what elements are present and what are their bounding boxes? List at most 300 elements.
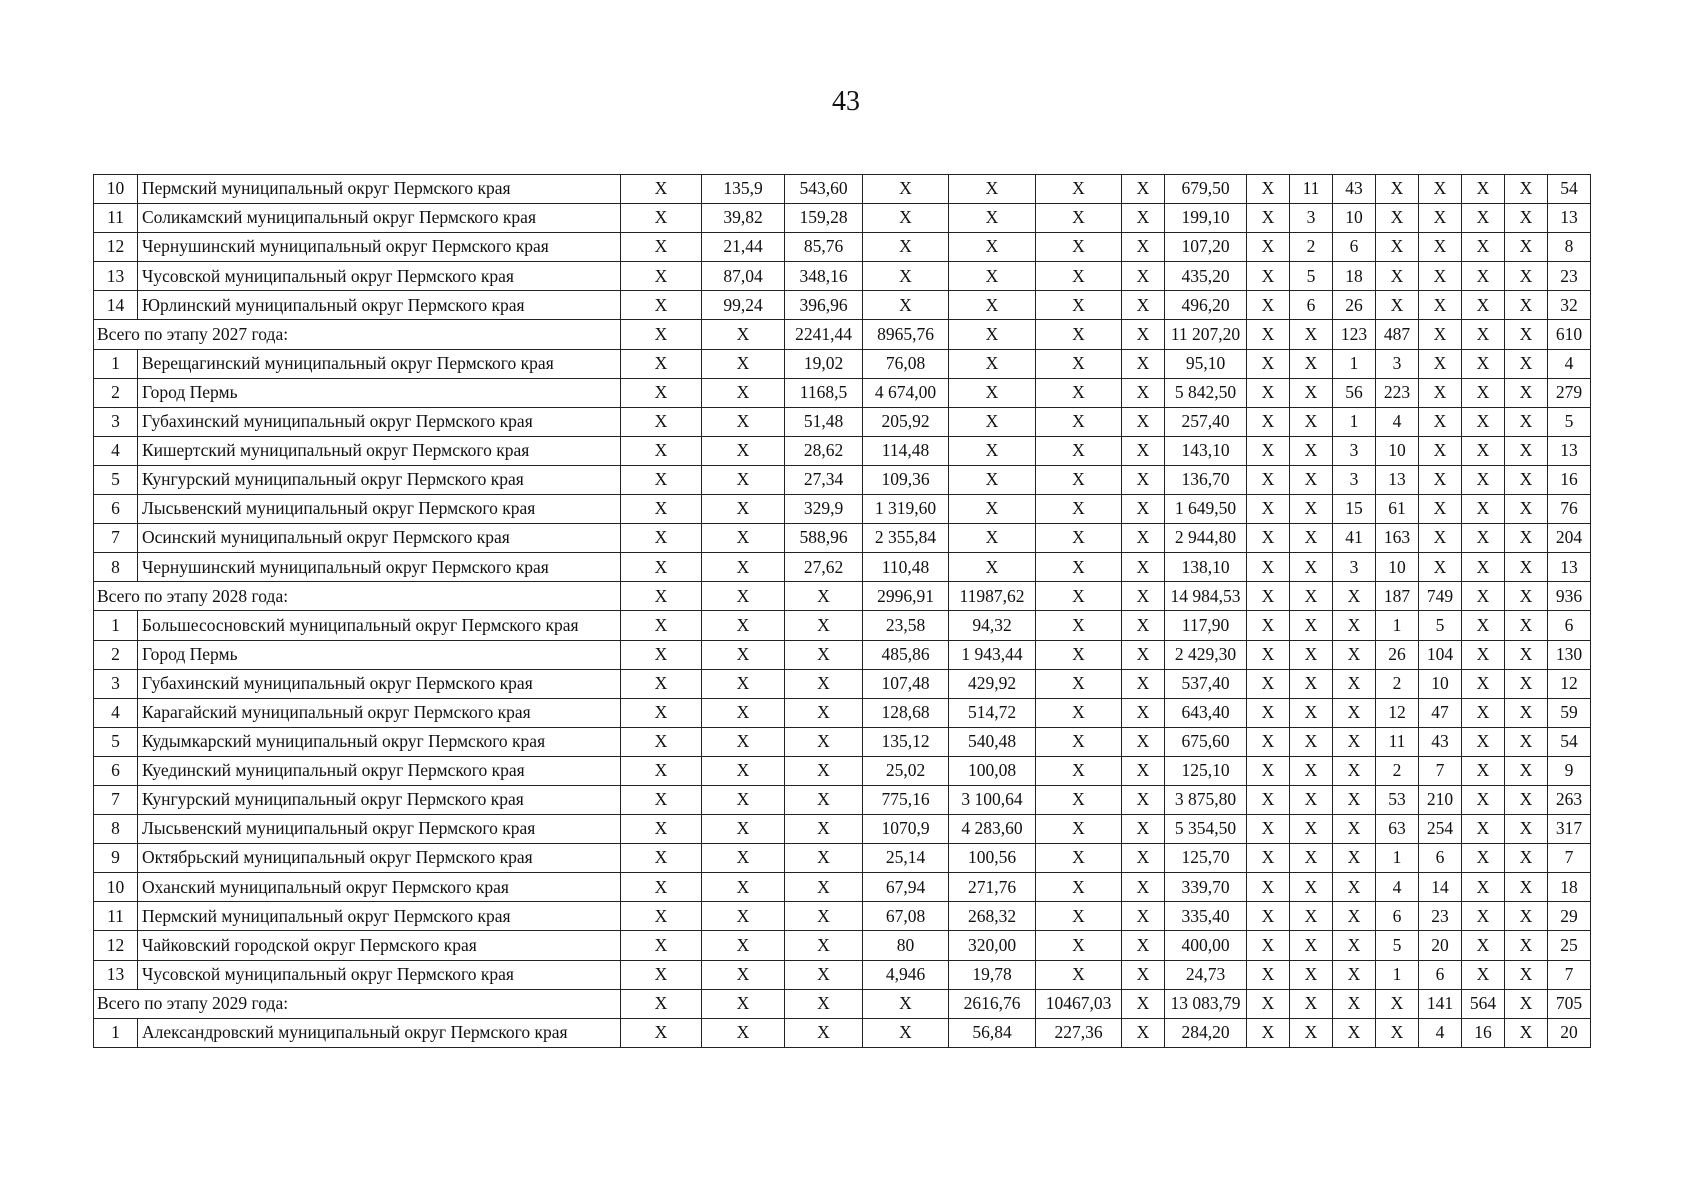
table-cell: X (702, 785, 785, 814)
table-total-row (94, 989, 1687, 1018)
table-cell: X (702, 989, 785, 1018)
table-cell: 2241,44 (785, 320, 863, 349)
table-row (94, 436, 1687, 465)
table-cell: X (1247, 175, 1290, 204)
municipality-name: Верещагинский муниципальный округ Пермского края (138, 349, 621, 378)
municipality-name: Оханский муниципальный округ Пермского края (138, 873, 621, 902)
table-row (94, 611, 1687, 640)
table-cell: 1 319,60 (863, 495, 949, 524)
table-cell: 23 (1548, 262, 1591, 291)
table-cell: X (1290, 378, 1333, 407)
table-cell: 5 (1376, 931, 1419, 960)
table-cell: 125,10 (1165, 756, 1247, 785)
table-cell: X (1122, 815, 1165, 844)
table-cell: X (863, 233, 949, 262)
table-cell: 279 (1548, 378, 1591, 407)
table-cell: X (1505, 844, 1548, 873)
table-cell: X (702, 349, 785, 378)
table-cell: X (1505, 727, 1548, 756)
table-cell: X (1419, 320, 1462, 349)
table-row (94, 378, 1687, 407)
table-cell: X (1462, 669, 1505, 698)
table-cell: 107,48 (863, 669, 949, 698)
table-cell: 5 (1548, 407, 1591, 436)
table-cell: 705 (1548, 989, 1591, 1018)
table-cell: X (621, 204, 702, 233)
table-cell: 317 (1548, 815, 1591, 844)
table-cell: X (621, 349, 702, 378)
table-cell: X (1462, 960, 1505, 989)
table-cell: X (1333, 698, 1376, 727)
table-cell: X (1505, 669, 1548, 698)
table-cell: X (702, 698, 785, 727)
row-number: 4 (94, 436, 138, 465)
table-cell: X (1290, 320, 1333, 349)
table-cell: X (785, 756, 863, 785)
table-cell: 85,76 (785, 233, 863, 262)
municipality-name: Кудымкарский муниципальный округ Пермского края (138, 727, 621, 756)
table-cell: 39,82 (702, 204, 785, 233)
table-cell: X (1247, 785, 1290, 814)
table-cell: X (1290, 815, 1333, 844)
row-number: 3 (94, 669, 138, 698)
table-cell: 6 (1548, 611, 1591, 640)
table-cell: X (1462, 785, 1505, 814)
row-number: 6 (94, 756, 138, 785)
table-cell: X (1036, 204, 1122, 233)
table-row (94, 873, 1687, 902)
table-cell: X (1462, 756, 1505, 785)
table-cell: 1168,5 (785, 378, 863, 407)
row-number: 6 (94, 495, 138, 524)
municipality-name: Кишертский муниципальный округ Пермского края (138, 436, 621, 465)
table-cell: X (1419, 436, 1462, 465)
table-cell: 1 943,44 (949, 640, 1036, 669)
table-cell: X (1036, 495, 1122, 524)
table-cell: X (785, 902, 863, 931)
table-cell: X (1290, 698, 1333, 727)
table-cell: X (1247, 844, 1290, 873)
table-cell: X (1036, 611, 1122, 640)
table-cell: X (621, 175, 702, 204)
table-cell: X (1036, 873, 1122, 902)
table-cell: 135,9 (702, 175, 785, 204)
table-cell: X (1505, 349, 1548, 378)
table-cell: 564 (1462, 989, 1505, 1018)
table-cell: 20 (1419, 931, 1462, 960)
table-cell: X (1505, 873, 1548, 902)
municipality-name: Чусовской муниципальный округ Пермского края (138, 960, 621, 989)
table-cell: 429,92 (949, 669, 1036, 698)
table-cell: X (1247, 495, 1290, 524)
table-cell: X (1247, 669, 1290, 698)
table-cell: X (621, 233, 702, 262)
table-cell: 54 (1548, 727, 1591, 756)
table-cell: 4 (1376, 873, 1419, 902)
municipality-name: Пермский муниципальный округ Пермского края (138, 902, 621, 931)
table-cell: X (1247, 349, 1290, 378)
table-cell: X (1036, 349, 1122, 378)
table-cell: X (1462, 902, 1505, 931)
table-cell: X (1122, 902, 1165, 931)
municipality-name: Губахинский муниципальный округ Пермского края (138, 407, 621, 436)
table-cell: X (1290, 989, 1333, 1018)
table-cell: X (621, 727, 702, 756)
table-cell: X (621, 524, 702, 553)
table-cell: 13 (1548, 436, 1591, 465)
row-number: 13 (94, 262, 138, 291)
table-cell: X (1122, 204, 1165, 233)
table-cell: X (1333, 989, 1376, 1018)
table-cell: 138,10 (1165, 553, 1247, 582)
table-cell: X (621, 436, 702, 465)
table-cell: 141 (1419, 989, 1462, 1018)
table-cell: X (621, 378, 702, 407)
table-cell: X (621, 669, 702, 698)
table-cell: X (702, 582, 785, 611)
row-number: 4 (94, 698, 138, 727)
municipality-name: Пермский муниципальный округ Пермского края (138, 175, 621, 204)
table-cell: 27,34 (785, 465, 863, 494)
table-cell: X (1036, 669, 1122, 698)
table-cell: X (621, 960, 702, 989)
table-cell: X (1036, 698, 1122, 727)
table-row (94, 785, 1687, 814)
table-cell: X (1505, 553, 1548, 582)
table-cell: X (1419, 524, 1462, 553)
table-cell: 56 (1333, 378, 1376, 407)
table-cell: X (1247, 1018, 1290, 1047)
table-row (94, 524, 1687, 553)
table-cell: X (702, 931, 785, 960)
table-cell: X (1505, 902, 1548, 931)
table-cell: 23,58 (863, 611, 949, 640)
row-number: 2 (94, 640, 138, 669)
table-cell: X (621, 291, 702, 320)
table-cell: X (1505, 291, 1548, 320)
table-cell: 2 429,30 (1165, 640, 1247, 669)
table-cell: X (702, 873, 785, 902)
table-cell: X (1419, 465, 1462, 494)
table-cell: X (702, 553, 785, 582)
table-cell: X (1290, 902, 1333, 931)
table-cell: X (1247, 611, 1290, 640)
table-cell: X (1419, 233, 1462, 262)
table-cell: 5 354,50 (1165, 815, 1247, 844)
table-cell: 3 (1290, 204, 1333, 233)
table-cell: 2 944,80 (1165, 524, 1247, 553)
table-cell: X (1036, 291, 1122, 320)
table-row (94, 204, 1687, 233)
table-cell: 100,56 (949, 844, 1036, 873)
table-cell: 1 (1333, 349, 1376, 378)
table-cell: X (621, 902, 702, 931)
table-cell: X (1036, 233, 1122, 262)
table-cell: X (1333, 902, 1376, 931)
table-cell: X (702, 727, 785, 756)
table-cell: 94,32 (949, 611, 1036, 640)
municipality-name: Осинский муниципальный округ Пермского края (138, 524, 621, 553)
table-cell: X (949, 378, 1036, 407)
table-cell: X (1505, 233, 1548, 262)
municipality-name: Соликамский муниципальный округ Пермского края (138, 204, 621, 233)
table-cell: 205,92 (863, 407, 949, 436)
table-cell: X (1419, 175, 1462, 204)
table-cell: 21,44 (702, 233, 785, 262)
table-cell: 271,76 (949, 873, 1036, 902)
table-cell: X (1419, 378, 1462, 407)
table-cell: 95,10 (1165, 349, 1247, 378)
table-cell: X (1419, 262, 1462, 291)
table-cell: 54 (1548, 175, 1591, 204)
table-cell: X (949, 524, 1036, 553)
table-cell: 109,36 (863, 465, 949, 494)
table-cell: X (1462, 407, 1505, 436)
table-cell: X (1290, 349, 1333, 378)
table-row (94, 465, 1687, 494)
table-cell: X (1036, 844, 1122, 873)
table-cell: 136,70 (1165, 465, 1247, 494)
table-cell: 284,20 (1165, 1018, 1247, 1047)
table-cell: 117,90 (1165, 611, 1247, 640)
table-cell: 210 (1419, 785, 1462, 814)
table-cell: 2616,76 (949, 989, 1036, 1018)
row-number: 5 (94, 727, 138, 756)
table-cell: 11987,62 (949, 582, 1036, 611)
table-cell: X (1376, 233, 1419, 262)
table-cell: 13 (1548, 553, 1591, 582)
table-cell: X (1036, 727, 1122, 756)
stage-total-label: Всего по этапу 2029 года: (94, 989, 621, 1018)
table-cell: X (1122, 233, 1165, 262)
table-cell: X (1376, 262, 1419, 291)
table-cell: 8965,76 (863, 320, 949, 349)
table-cell: X (1419, 407, 1462, 436)
table-cell: 99,24 (702, 291, 785, 320)
table-cell: X (1036, 582, 1122, 611)
table-cell: X (1505, 640, 1548, 669)
table-row (94, 349, 1687, 378)
row-number: 1 (94, 1018, 138, 1047)
table-cell: X (1122, 320, 1165, 349)
row-number: 1 (94, 611, 138, 640)
table-cell: X (785, 698, 863, 727)
table-row (94, 902, 1687, 931)
table-cell: X (1290, 465, 1333, 494)
table-cell: X (702, 465, 785, 494)
table-cell: 100,08 (949, 756, 1036, 785)
table-cell: X (1505, 175, 1548, 204)
row-number: 2 (94, 378, 138, 407)
table-cell: 936 (1548, 582, 1591, 611)
table-cell: X (785, 727, 863, 756)
table-cell: X (1036, 902, 1122, 931)
row-number: 11 (94, 204, 138, 233)
table-cell: 56,84 (949, 1018, 1036, 1047)
table-cell: X (1333, 1018, 1376, 1047)
table-cell: 485,86 (863, 640, 949, 669)
table-cell: X (1419, 495, 1462, 524)
table-cell: 329,9 (785, 495, 863, 524)
table-cell: X (949, 465, 1036, 494)
table-cell: X (785, 611, 863, 640)
table-cell: X (1462, 204, 1505, 233)
table-cell: X (949, 320, 1036, 349)
table-cell: X (1036, 465, 1122, 494)
table-cell: X (949, 175, 1036, 204)
table-cell: X (1505, 378, 1548, 407)
table-cell: X (1333, 815, 1376, 844)
table-cell: X (1505, 465, 1548, 494)
table-cell: 9 (1548, 756, 1591, 785)
table-cell: X (785, 669, 863, 698)
table-cell: X (621, 582, 702, 611)
table-cell: 163 (1376, 524, 1419, 553)
table-cell: X (702, 640, 785, 669)
table-cell: X (1290, 960, 1333, 989)
row-number: 8 (94, 553, 138, 582)
table-cell: 25 (1548, 931, 1591, 960)
table-cell: 1 (1376, 960, 1419, 989)
table-cell: 6 (1376, 902, 1419, 931)
table-cell: X (785, 582, 863, 611)
table-cell: X (1290, 611, 1333, 640)
table-cell: X (785, 815, 863, 844)
table-cell: X (1122, 465, 1165, 494)
table-cell: 2 (1376, 756, 1419, 785)
table-cell: X (1462, 291, 1505, 320)
table-cell: X (785, 640, 863, 669)
table-cell: X (621, 640, 702, 669)
table-cell: X (621, 698, 702, 727)
table-cell: X (1122, 611, 1165, 640)
table-cell: X (1505, 320, 1548, 349)
table-cell: X (1376, 291, 1419, 320)
table-cell: 543,60 (785, 175, 863, 204)
table-cell: X (863, 291, 949, 320)
table-cell: X (1122, 407, 1165, 436)
table-cell: X (1462, 465, 1505, 494)
table-cell: X (1036, 524, 1122, 553)
table-cell: X (621, 407, 702, 436)
table-cell: 1 (1376, 611, 1419, 640)
municipality-name: Чусовской муниципальный округ Пермского края (138, 262, 621, 291)
table-cell: 7 (1548, 844, 1591, 873)
table-cell: 143,10 (1165, 436, 1247, 465)
table-cell: 18 (1333, 262, 1376, 291)
table-row (94, 495, 1687, 524)
municipality-name: Чернушинский муниципальный округ Пермского края (138, 233, 621, 262)
table-cell: X (1122, 553, 1165, 582)
table-cell: X (1036, 815, 1122, 844)
table-cell: 67,08 (863, 902, 949, 931)
table-cell: X (1247, 465, 1290, 494)
table-cell: 335,40 (1165, 902, 1247, 931)
table-cell: X (1036, 436, 1122, 465)
table-cell: 540,48 (949, 727, 1036, 756)
table-cell: X (1122, 436, 1165, 465)
table-cell: 43 (1419, 727, 1462, 756)
table-cell: 257,40 (1165, 407, 1247, 436)
table-cell: X (1036, 320, 1122, 349)
table-cell: 61 (1376, 495, 1419, 524)
table-row (94, 756, 1687, 785)
table-cell: X (1122, 873, 1165, 902)
table-cell: X (702, 669, 785, 698)
table-cell: 3 (1376, 349, 1419, 378)
table-cell: 26 (1333, 291, 1376, 320)
table-cell: 320,00 (949, 931, 1036, 960)
table-cell: X (949, 291, 1036, 320)
table-cell: X (1462, 611, 1505, 640)
table-cell: 12 (1548, 669, 1591, 698)
municipality-name: Большесосновский муниципальный округ Пермского края (138, 611, 621, 640)
table-cell: X (1376, 204, 1419, 233)
table-row (94, 960, 1687, 989)
municipality-name: Лысьвенский муниципальный округ Пермского края (138, 495, 621, 524)
table-cell: X (1247, 815, 1290, 844)
table-cell: X (702, 844, 785, 873)
table-cell: 10467,03 (1036, 989, 1122, 1018)
table-cell: X (1333, 844, 1376, 873)
stage-total-label: Всего по этапу 2028 года: (94, 582, 621, 611)
table-cell: X (1247, 582, 1290, 611)
table-cell: X (1333, 756, 1376, 785)
table-cell: X (1290, 785, 1333, 814)
table-cell: X (1122, 669, 1165, 698)
table-cell: 43 (1333, 175, 1376, 204)
table-cell: 679,50 (1165, 175, 1247, 204)
table-cell: X (1505, 524, 1548, 553)
table-cell: 13 (1548, 204, 1591, 233)
table-cell: X (1505, 815, 1548, 844)
table-cell: X (621, 931, 702, 960)
table-cell: X (863, 204, 949, 233)
table-cell: X (1036, 756, 1122, 785)
table-cell: 13 083,79 (1165, 989, 1247, 1018)
table-cell: 4 (1419, 1018, 1462, 1047)
table-cell: 24,73 (1165, 960, 1247, 989)
table-cell: X (1247, 407, 1290, 436)
table-cell: 3 875,80 (1165, 785, 1247, 814)
table-cell: X (1290, 407, 1333, 436)
stage-total-label: Всего по этапу 2027 года: (94, 320, 621, 349)
table-cell: X (621, 989, 702, 1018)
table-cell: 159,28 (785, 204, 863, 233)
table-cell: X (1505, 931, 1548, 960)
table-cell: X (1505, 698, 1548, 727)
table-cell: X (621, 465, 702, 494)
table-cell: 6 (1419, 960, 1462, 989)
table-cell: 11 (1290, 175, 1333, 204)
table-cell: 130 (1548, 640, 1591, 669)
table-cell: 775,16 (863, 785, 949, 814)
municipality-name: Лысьвенский муниципальный округ Пермского края (138, 815, 621, 844)
row-number: 14 (94, 291, 138, 320)
table-cell: 135,12 (863, 727, 949, 756)
table-cell: X (621, 495, 702, 524)
table-cell: 12 (1376, 698, 1419, 727)
table-cell: X (1290, 640, 1333, 669)
table-cell: 435,20 (1165, 262, 1247, 291)
table-cell: X (1505, 495, 1548, 524)
table-cell: X (1122, 349, 1165, 378)
table-row (94, 815, 1687, 844)
municipality-name: Чернушинский муниципальный округ Пермского края (138, 553, 621, 582)
table-cell: 7 (1548, 960, 1591, 989)
table-cell: 10 (1376, 553, 1419, 582)
table-cell: 643,40 (1165, 698, 1247, 727)
